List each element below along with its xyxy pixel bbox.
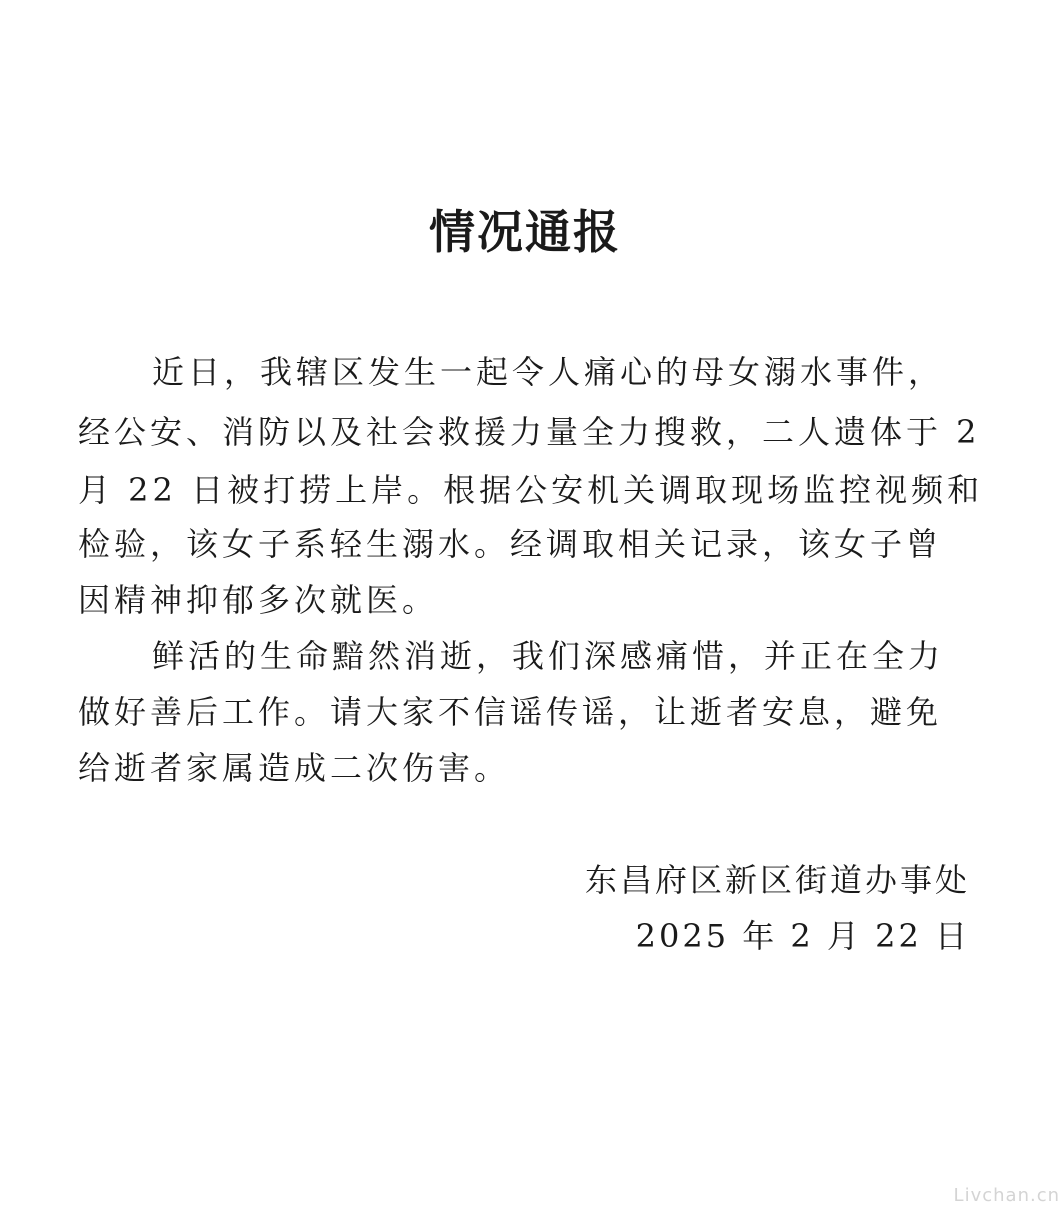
signature-organization: 东昌府区新区街道办事处 (584, 861, 970, 899)
paragraph1-line-4: 检验，该女子系轻生溺水。经调取相关记录，该女子曾 (78, 525, 943, 563)
watermark-text: Livchan.cn (953, 1185, 1060, 1206)
paragraph1-line-1: 近日，我辖区发生一起令人痛心的母女溺水事件， (152, 353, 945, 391)
paragraph2-line-3: 给逝者家属造成二次伤害。 (78, 749, 511, 787)
paragraph2-line-2: 做好善后工作。请大家不信谣传谣，让逝者安息，避免 (78, 693, 943, 731)
notice-title: 情况通报 (429, 205, 621, 259)
paragraph1-line-2: 经公安、消防以及社会救援力量全力搜救，二人遗体于 2 (78, 413, 981, 451)
paragraph2-line-1: 鲜活的生命黯然消逝，我们深感痛惜，并正在全力 (152, 637, 945, 675)
paragraph1-line-5: 因精神抑郁多次就医。 (78, 581, 439, 619)
signature-date: 2025 年 2 月 22 日 (635, 917, 970, 955)
paragraph1-line-3: 月 22 日被打捞上岸。根据公安机关调取现场监控视频和 (78, 471, 984, 509)
